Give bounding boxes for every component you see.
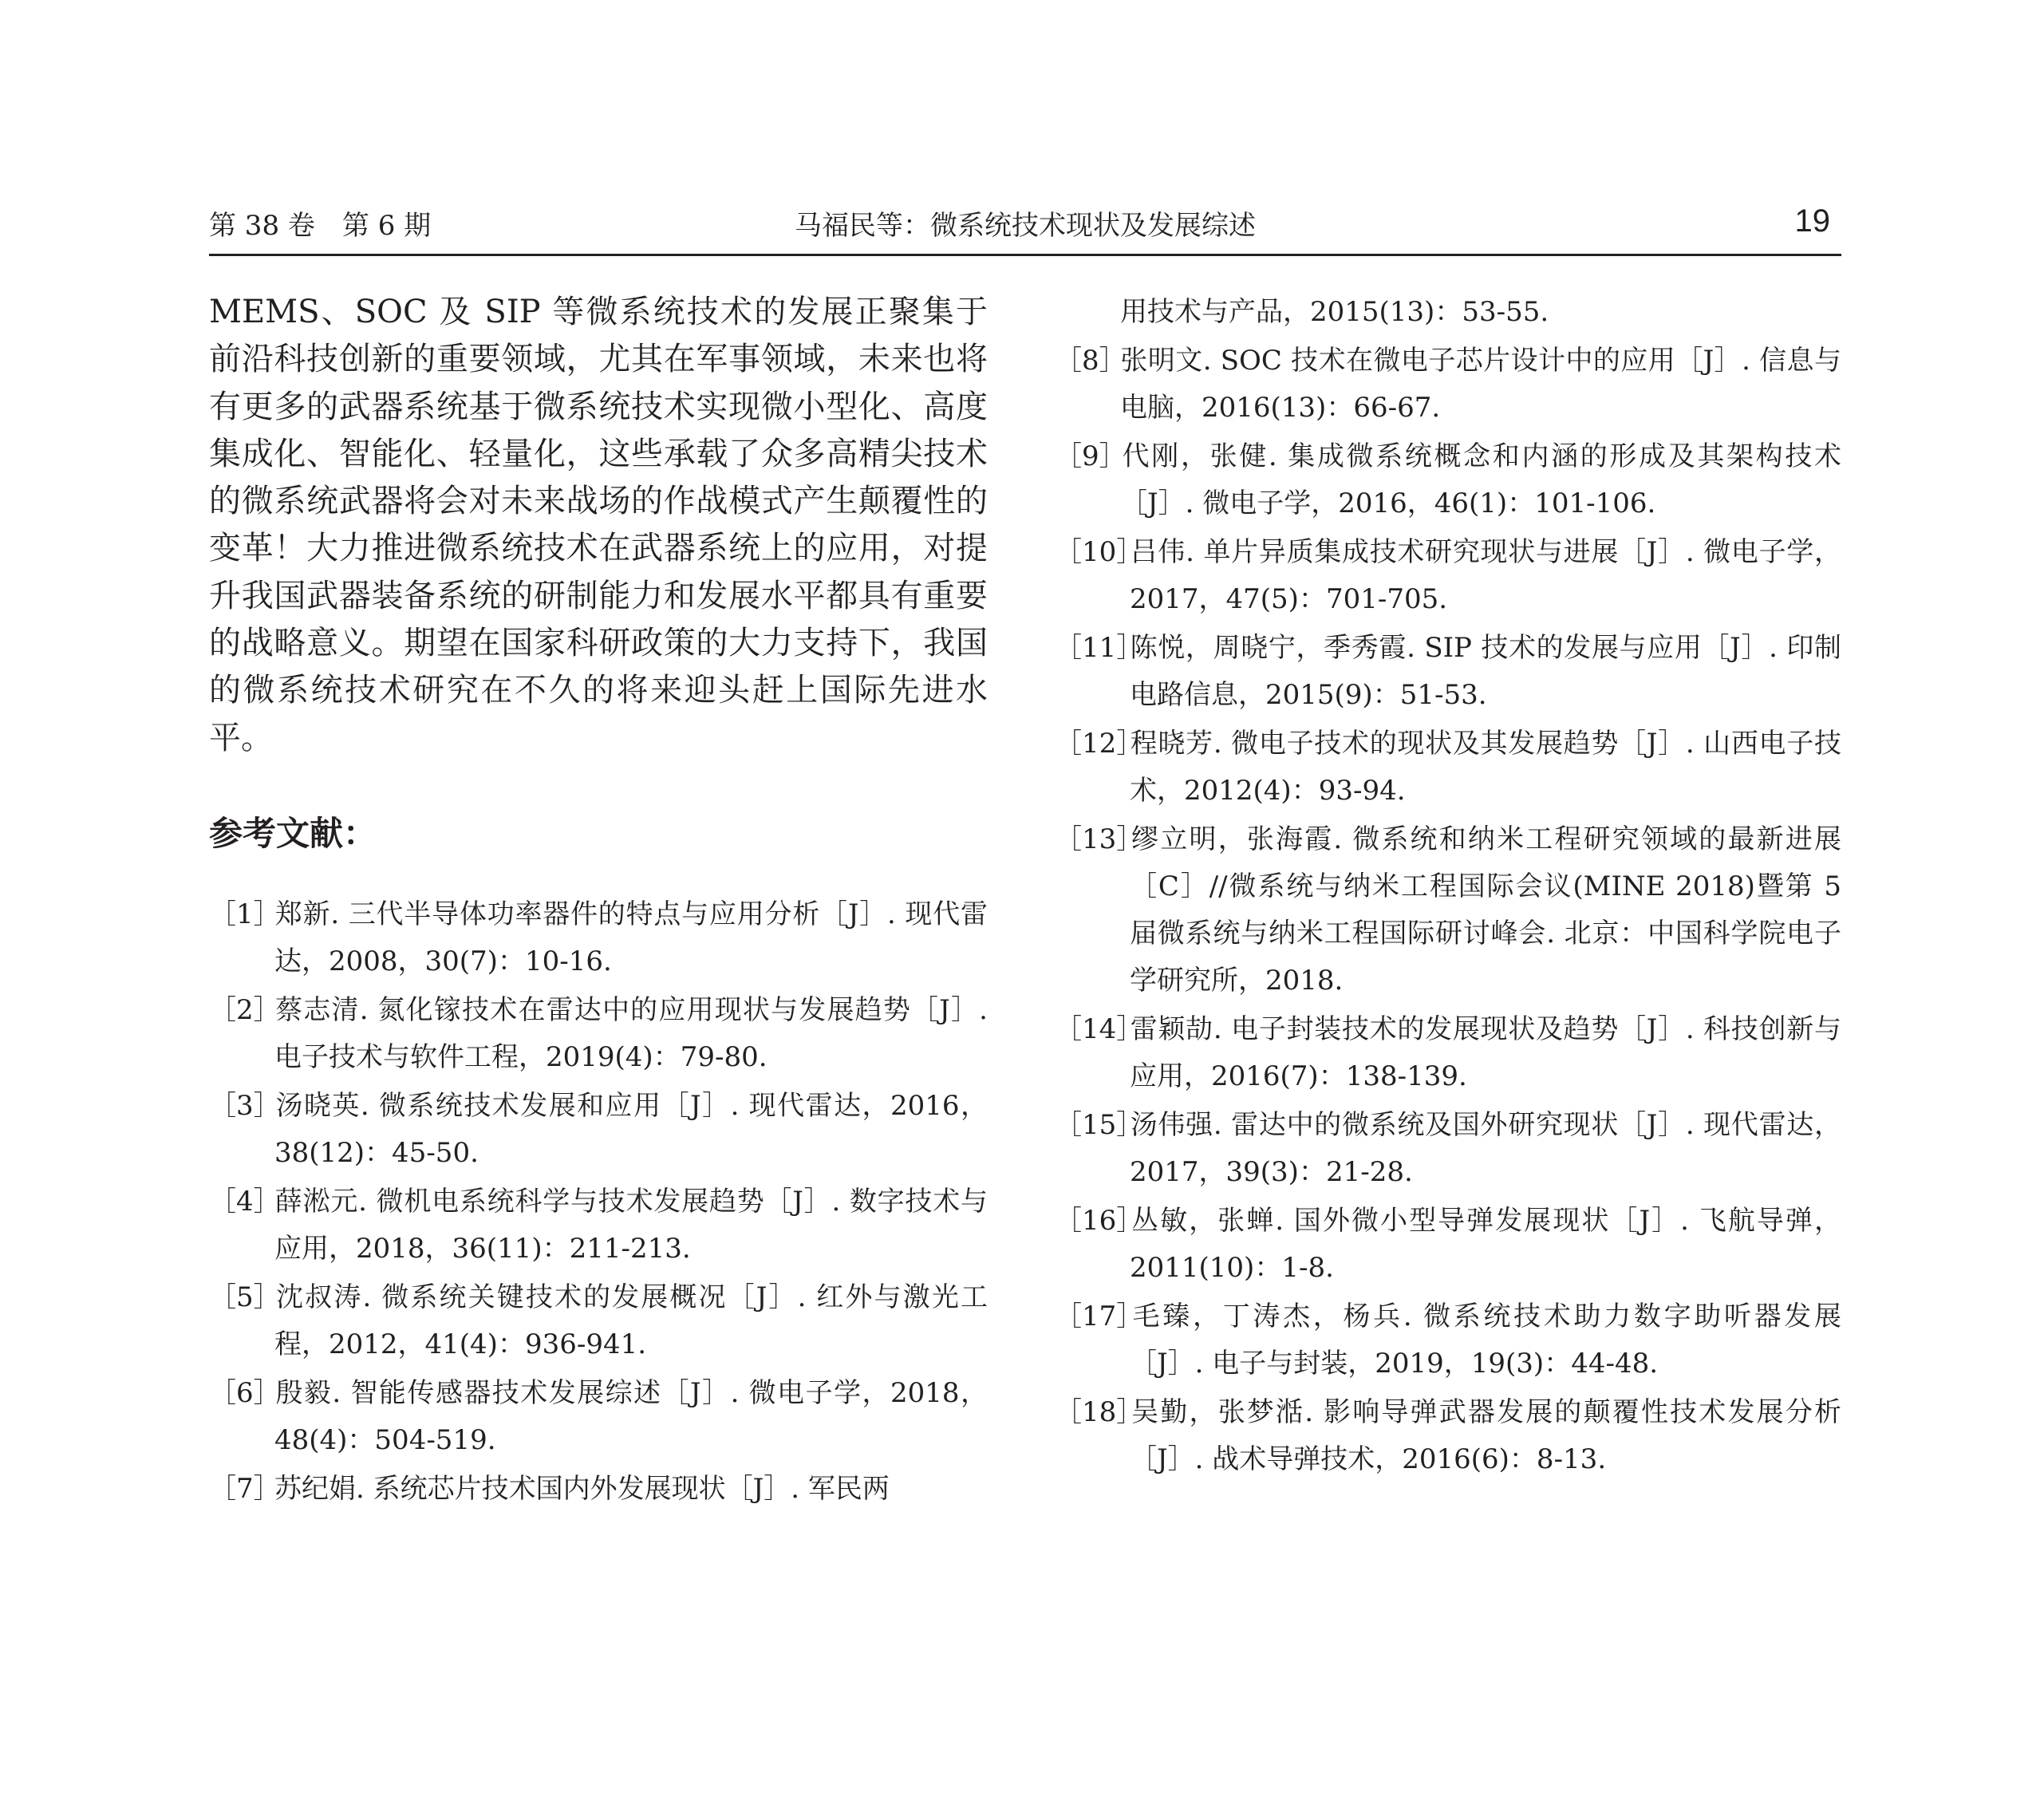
- reference-text: 毛臻，丁涛杰，杨兵. 微系统技术助力数字助听器发展［J］. 电子与封装，2019，19(3)：44-48.: [1130, 1301, 1841, 1380]
- reference-text: 雷颖劼. 电子封装技术的发展现状及趋势［J］. 科技创新与应用，2016(7)：138-139.: [1130, 1013, 1841, 1092]
- reference-text: 丛敏，张蝉. 国外微小型导弹发展现状［J］. 飞航导弹，2011(10)：1-8.: [1130, 1205, 1841, 1284]
- reference-number: ［10］: [1055, 536, 1144, 568]
- reference-text: 张明文. SOC 技术在微电子芯片设计中的应用［J］. 信息与电脑，2016(13)：66-67.: [1120, 345, 1841, 424]
- issue-label: 第 6 期: [341, 210, 432, 242]
- reference-item: [1055, 816, 1841, 1005]
- reference-number: ［9］: [1055, 440, 1127, 472]
- reference-item: [1055, 433, 1841, 527]
- reference-number: ［2］: [209, 993, 281, 1026]
- reference-item: [1055, 338, 1841, 432]
- reference-text: 程晓芳. 微电子技术的现状及其发展趋势［J］. 山西电子技术，2012(4)：93-94.: [1130, 728, 1841, 807]
- reference-text: 郑新. 三代半导体功率器件的特点与应用分析［J］. 现代雷达，2008，30(7)：10-16.: [274, 898, 988, 977]
- reference-number: ［4］: [209, 1185, 281, 1218]
- reference-number: ［15］: [1055, 1109, 1144, 1141]
- reference-item: [1055, 1293, 1841, 1388]
- reference-number: ［18］: [1055, 1396, 1144, 1428]
- reference-number: ［12］: [1055, 728, 1144, 760]
- reference-item: [209, 1370, 988, 1464]
- reference-number: ［14］: [1055, 1013, 1144, 1045]
- reference-item: [209, 987, 988, 1081]
- reference-item: [1055, 1006, 1841, 1100]
- reference-number: ［13］: [1055, 823, 1144, 855]
- reference-number: ［1］: [209, 898, 281, 930]
- header-rule: [209, 254, 1841, 256]
- reference-item: [1055, 1198, 1841, 1292]
- reference-text: 吕伟. 单片异质集成技术研究现状与进展［J］. 微电子学，2017，47(5)：701-705.: [1130, 536, 1841, 615]
- reference-item: [209, 1466, 988, 1513]
- reference-item: [1055, 529, 1841, 623]
- reference-item: [1055, 1389, 1841, 1483]
- reference-item: [1055, 1102, 1841, 1196]
- reference-number: ［6］: [209, 1376, 281, 1409]
- right-column: [1055, 289, 1841, 1485]
- references-heading: 参考文献：: [209, 813, 377, 853]
- reference-number: ［5］: [209, 1281, 281, 1313]
- reference-text: 苏纪娟. 系统芯片技术国内外发展现状［J］. 军民两: [274, 1472, 890, 1505]
- reference-text: 代刚，张健. 集成微系统概念和内涵的形成及其架构技术［J］. 微电子学，2016，46(1)：101-106.: [1120, 440, 1841, 519]
- reference-text: 蔡志清. 氮化镓技术在雷达中的应用现状与发展趋势［J］. 电子技术与软件工程，2019(4)：79-80.: [274, 993, 988, 1073]
- reference-text: 沈叔涛. 微系统关键技术的发展概况［J］. 红外与激光工程，2012，41(4)：936-941.: [274, 1281, 988, 1360]
- reference-number: ［17］: [1055, 1301, 1144, 1332]
- reference-number: ［11］: [1055, 632, 1144, 664]
- reference-text: 用技术与产品，2015(13)：53-55.: [1120, 296, 1549, 328]
- reference-text: 汤晓英. 微系统技术发展和应用［J］. 现代雷达，2016，38(12)：45-50.: [274, 1089, 988, 1169]
- reference-item: [1055, 625, 1841, 719]
- running-header: [209, 203, 1841, 246]
- reference-continuation: [1055, 289, 1841, 336]
- page-number: 19: [1794, 203, 1830, 239]
- reference-text: 汤伟强. 雷达中的微系统及国外研究现状［J］. 现代雷达，2017，39(3)：21-28.: [1130, 1109, 1841, 1188]
- reference-item: [209, 1274, 988, 1368]
- reference-text: 吴勤，张梦湉. 影响导弹武器发展的颠覆性技术发展分析［J］. 战术导弹技术，2016(6)：8-13.: [1130, 1396, 1841, 1475]
- running-title: 马福民等：微系统技术现状及发展综述: [795, 210, 1256, 242]
- volume-label: 第 38 卷: [209, 210, 315, 242]
- reference-number: ［3］: [209, 1089, 281, 1122]
- reference-text: 殷毅. 智能传感器技术发展综述［J］. 微电子学，2018，48(4)：504-519.: [274, 1376, 988, 1456]
- reference-text: 陈悦，周晓宁，季秀霞. SIP 技术的发展与应用［J］. 印制电路信息，2015(9)：51-53.: [1130, 632, 1841, 711]
- reference-number: ［16］: [1055, 1205, 1144, 1237]
- reference-item: [209, 1083, 988, 1177]
- reference-text: 缪立明，张海霞. 微系统和纳米工程研究领域的最新进展［C］//微系统与纳米工程国际会议(MINE 2018)暨第 5 届微系统与纳米工程国际研讨峰会. 北京：中国科学院电子学研究所，2018.: [1130, 823, 1841, 997]
- reference-item: [1055, 720, 1841, 815]
- reference-text: 薛淞元. 微机电系统科学与技术发展趋势［J］. 数字技术与应用，2018，36(11)：211-213.: [274, 1185, 988, 1265]
- left-column: [209, 289, 988, 1514]
- reference-number: ［7］: [209, 1472, 281, 1505]
- conclusion-paragraph: MEMS、SOC 及 SIP 等微系统技术的发展正聚集于前沿科技创新的重要领域，尤其在军事领域，未来也将有更多的武器系统基于微系统技术实现微小型化、高度集成化、智能化、轻量化，这些承载了众多高精尖技术的微系统武器将会对未来战场的作战模式产生颠覆性的变革！大力推进微系统技术在武器系统上的应用，对提升我国武器装备系统的研制能力和发展水平都具有重要的战略意义。期望在国家科研政策的大力支持下，我国的微系统技术研究在不久的将来迎头赶上国际先进水平。: [209, 294, 988, 756]
- reference-item: [209, 1178, 988, 1273]
- reference-item: [209, 891, 988, 985]
- reference-number: ［8］: [1055, 345, 1127, 377]
